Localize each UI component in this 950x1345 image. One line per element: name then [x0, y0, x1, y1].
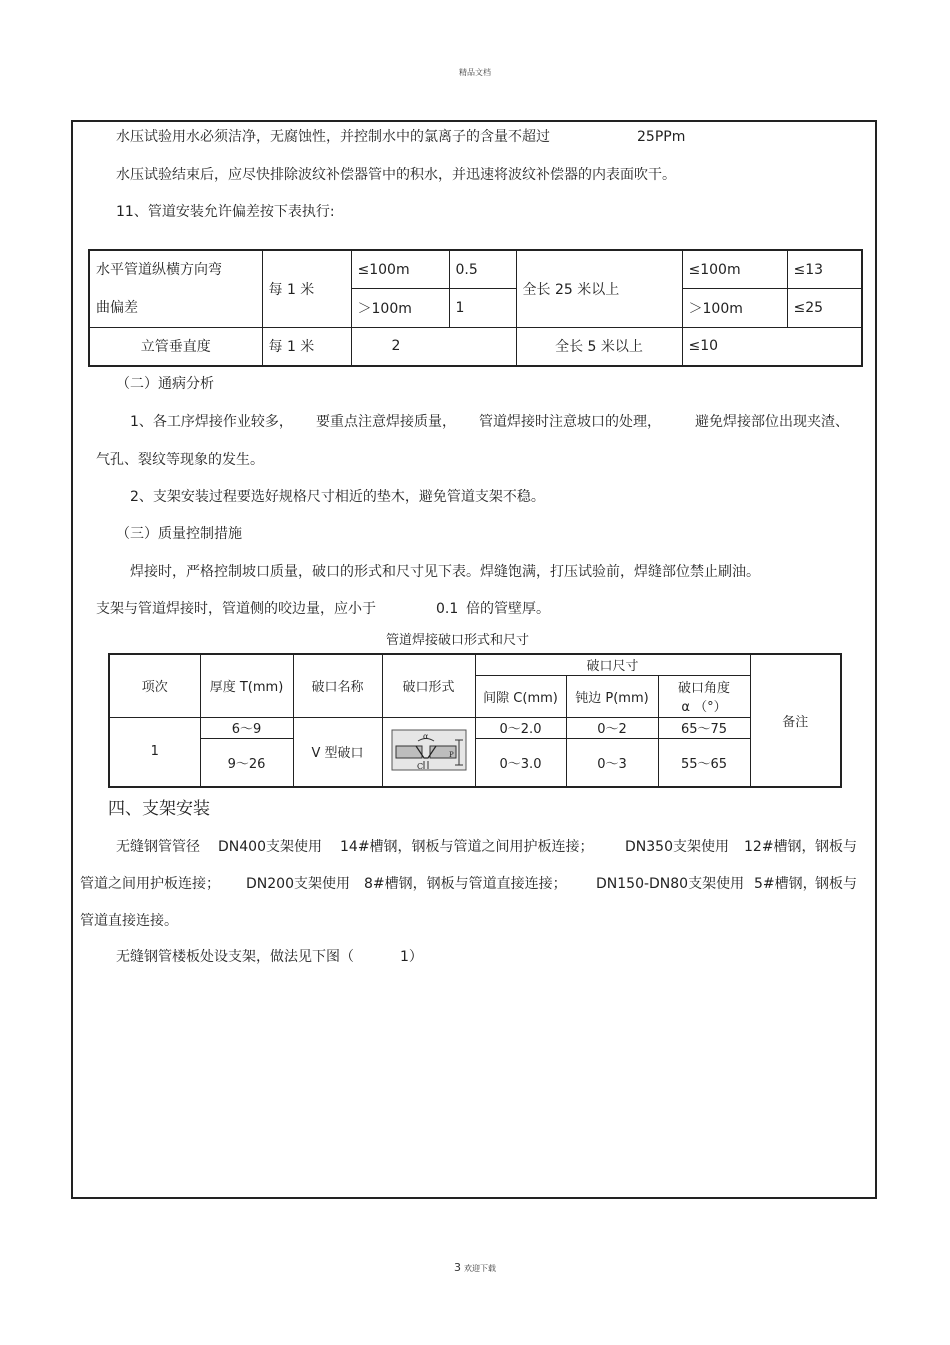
cell-angle-1: 65～75 — [658, 717, 750, 738]
text-p10: 管道直接连接。 — [80, 913, 178, 929]
cell-per-meter-2: 每 1 米 — [262, 328, 351, 366]
cell-le-25: ≤25 — [787, 289, 862, 328]
cell-le-13: ≤13 — [787, 250, 862, 289]
text-p8c: 14#槽钢，钢板与管道之间用护板连接； — [340, 839, 594, 855]
cell-gap-2: 0～3.0 — [475, 738, 566, 787]
section-quality-control: （三）质量控制措施 — [116, 526, 242, 542]
text-p9d: DN150-DN80支架使用 — [596, 876, 745, 892]
header-groove-size: 破口尺寸 — [475, 654, 750, 675]
paragraph-undercut-b: 0.1 — [436, 601, 459, 617]
text-p9c: 8#槽钢，钢板与管道直接连接； — [364, 876, 567, 892]
cell-blunt-1: 0～2 — [566, 717, 658, 738]
cell-full-length-25: 全长 25 米以上 — [516, 250, 682, 328]
header-note: 备注 — [750, 654, 841, 787]
paragraph-tolerance-intro: 11、管道安装允许偏差按下表执行: — [116, 204, 335, 220]
text-p8e: 12#槽钢， — [744, 839, 816, 855]
groove-table-title: 管道焊接破口形式和尺寸 — [386, 633, 530, 648]
paragraph-welding-1c: 管道焊接时注意坡口的处理， — [479, 414, 661, 430]
p-label: P — [448, 750, 454, 759]
header-item: 项次 — [109, 654, 200, 717]
cell-le-100m: ≤100m — [351, 250, 449, 289]
text-p9f: 钢板与 — [815, 876, 857, 892]
header-blunt-edge: 钝边 P(mm) — [566, 675, 658, 717]
page-footer — [0, 1261, 950, 1274]
cell-per-meter: 每 1 米 — [262, 250, 351, 328]
paragraph-welding-1e: 气孔、裂纹等现象的发生。 — [96, 452, 264, 468]
text-p8d: DN350支架使用 — [625, 839, 729, 855]
text-p8b: DN400支架使用 — [218, 839, 322, 855]
paragraph-welding-1d: 避免焊接部位出现夹渣、 — [695, 414, 849, 430]
cell-groove-diagram — [382, 717, 475, 787]
paragraph-support-2: 2、支架安装过程要选好规格尺寸相近的垫木，避免管道支架不稳。 — [130, 489, 545, 505]
cell-gt-100m: ＞100m — [351, 289, 449, 328]
cell-gt-100m-2: ＞100m — [682, 289, 787, 328]
paragraph-water-quality: 水压试验用水必须洁净，无腐蚀性，并控制水中的氯离子的含量不超过 — [116, 129, 550, 145]
text-p9a: 管道之间用护板连接； — [80, 876, 220, 892]
paragraph-welding-1b: 要重点注意焊接质量， — [316, 414, 456, 430]
cell-1: 1 — [449, 289, 516, 328]
cell-gap-1: 0～2.0 — [475, 717, 566, 738]
groove-table — [108, 653, 842, 788]
header-groove-name: 破口名称 — [293, 654, 382, 717]
section-support-installation: 四、支架安装 — [108, 799, 210, 819]
paragraph-groove-quality: 焊接时，严格控制坡口质量，破口的形式和尺寸见下表。焊缝饱满，打压试验前，焊缝部位禁止刷油。 — [130, 564, 760, 580]
header-groove-angle: 破口角度 α （°） — [658, 675, 750, 717]
paragraph-welding-1a: 1、各工序焊接作业较多， — [130, 414, 293, 430]
tolerance-table — [88, 249, 863, 367]
chloride-limit: 25PPm — [637, 129, 686, 145]
cell-le-100m-2: ≤100m — [682, 250, 787, 289]
section-defect-analysis: （二）通病分析 — [116, 376, 214, 392]
cell-le-10: ≤10 — [682, 328, 862, 366]
text-p8a: 无缝钢管管径 — [116, 839, 200, 855]
text-p8f: 钢板与 — [815, 839, 857, 855]
page-header: 精品文档 — [459, 68, 491, 77]
text-p9b: DN200支架使用 — [246, 876, 350, 892]
cell-thickness-1: 6～9 — [200, 717, 293, 738]
text-p11b: 1） — [400, 949, 423, 965]
footer-text: 欢迎下载 — [464, 1264, 496, 1273]
page-number: 3 — [454, 1261, 461, 1274]
paragraph-drain-water: 水压试验结束后，应尽快排除波纹补偿器管中的积水，并迅速将波纹补偿器的内表面吹干。 — [116, 167, 676, 183]
paragraph-undercut-a: 支架与管道焊接时，管道侧的咬边量，应小于 — [96, 601, 376, 617]
c-label: C — [416, 761, 423, 771]
header-gap: 间隙 C(mm) — [475, 675, 566, 717]
cell-0-5: 0.5 — [449, 250, 516, 289]
text-p11a: 无缝钢管楼板处设支架，做法见下图（ — [116, 949, 354, 965]
cell-blunt-2: 0～3 — [566, 738, 658, 787]
cell-thickness-2: 9～26 — [200, 738, 293, 787]
text-p9e: 5#槽钢， — [754, 876, 817, 892]
cell-2: 2 — [351, 328, 516, 366]
cell-angle-2: 55～65 — [658, 738, 750, 787]
cell-item-number: 1 — [109, 717, 200, 787]
cell-horizontal-bend: 水平管道纵横方向弯 曲偏差 — [89, 250, 262, 328]
header-groove-form: 破口形式 — [382, 654, 475, 717]
cell-groove-name: V 型破口 — [293, 717, 382, 787]
cell-vertical: 立管垂直度 — [89, 328, 262, 366]
paragraph-undercut-c: 倍的管壁厚。 — [466, 601, 550, 617]
v-groove-diagram — [390, 727, 468, 773]
header-thickness: 厚度 T(mm) — [200, 654, 293, 717]
alpha-label: α — [422, 731, 428, 741]
cell-full-length-5: 全长 5 米以上 — [516, 328, 682, 366]
